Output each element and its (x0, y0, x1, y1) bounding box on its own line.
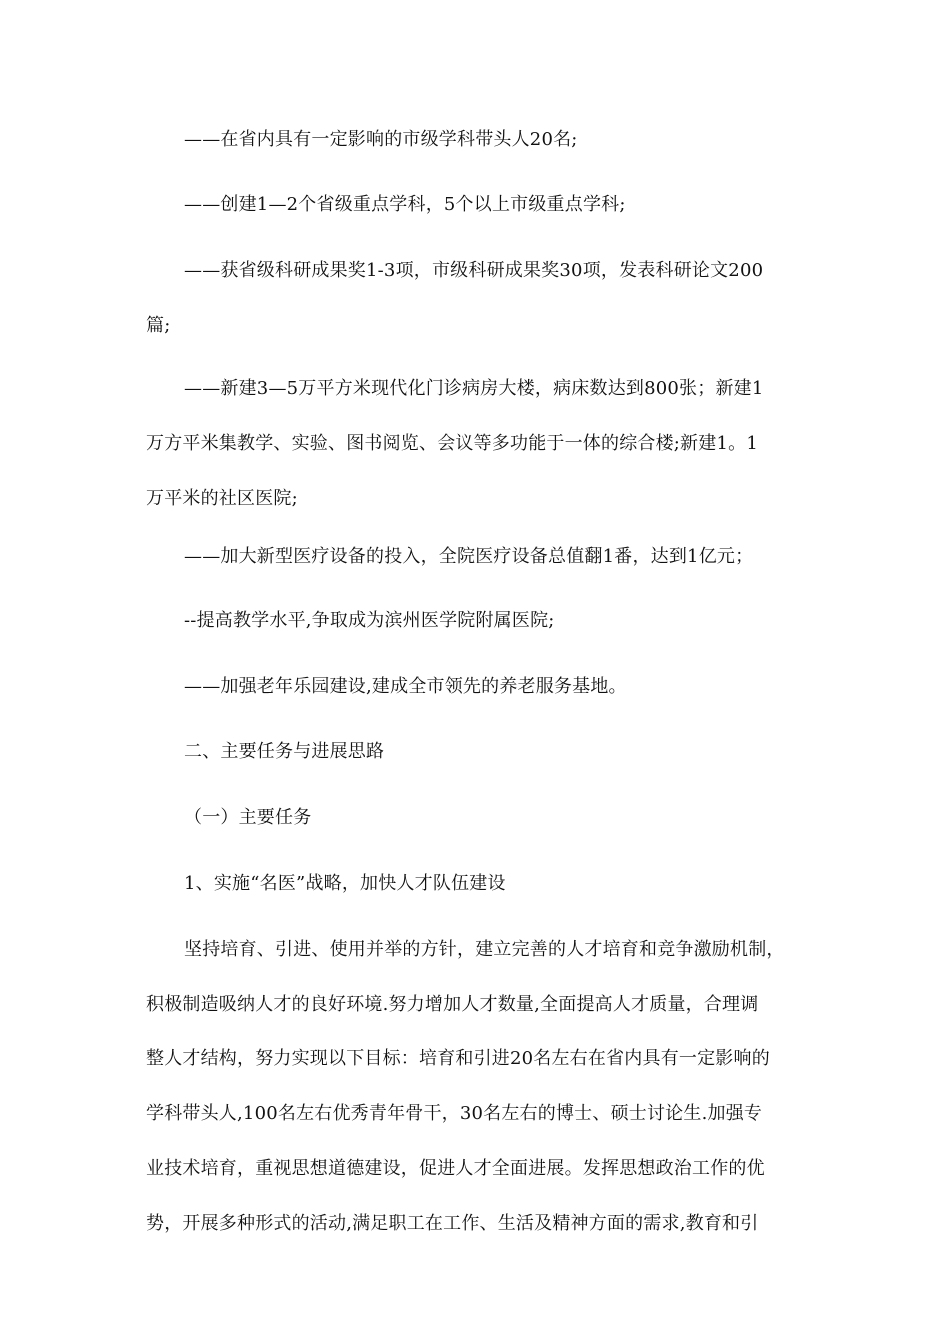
goal-line-research-awards-cont: 篇; (146, 315, 171, 336)
paragraph-line-5: 业技术培育，重视思想道德建设，促进人才全面进展。发挥思想政治工作的优 (146, 1158, 765, 1179)
item-heading: 1、实施“名医”战略，加快人才队伍建设 (184, 873, 506, 894)
section-heading: 二、主要任务与进展思路 (184, 741, 385, 762)
goal-line-new-buildings: ——新建3—5万平方米现代化门诊病房大楼，病床数达到800张；新建1 (184, 378, 764, 399)
goal-line-key-disciplines: ——创建1—2个省级重点学科，5个以上市级重点学科; (184, 194, 626, 215)
paragraph-line-1: 坚持培育、引进、使用并举的方针，建立完善的人才培育和竞争激励机制， (184, 939, 785, 960)
paragraph-line-3: 整人才结构，努力实现以下目标：培育和引进20名左右在省内具有一定影响的 (146, 1048, 770, 1069)
goal-line-research-awards: ——获省级科研成果奖1-3项，市级科研成果奖30项，发表科研论文200 (184, 260, 764, 281)
goal-line-equipment: ——加大新型医疗设备的投入，全院医疗设备总值翻1番，达到1亿元； (184, 546, 754, 567)
goal-line-elderly-care: ——加强老年乐园建设,建成全市领先的养老服务基地。 (184, 676, 627, 697)
paragraph-line-6: 势，开展多种形式的活动,满足职工在工作、生活及精神方面的需求,教育和引 (146, 1213, 759, 1234)
goal-line-teaching: --提高教学水平,争取成为滨州医学院附属医院; (184, 610, 555, 631)
paragraph-line-2: 积极制造吸纳人才的良好环境.努力增加人才数量,全面提高人才质量，合理调 (146, 994, 759, 1015)
goal-line-new-buildings-cont1: 万方平米集教学、实验、图书阅览、会议等多功能于一体的综合楼;新建1。1 (146, 433, 758, 454)
subsection-heading: （一）主要任务 (184, 807, 312, 828)
goal-line-new-buildings-cont2: 万平米的社区医院; (146, 488, 298, 509)
paragraph-line-4: 学科带头人,100名左右优秀青年骨干，30名左右的博士、硕士讨论生.加强专 (146, 1103, 763, 1124)
goal-line-discipline-leaders: ——在省内具有一定影响的市级学科带头人20名; (184, 129, 578, 150)
